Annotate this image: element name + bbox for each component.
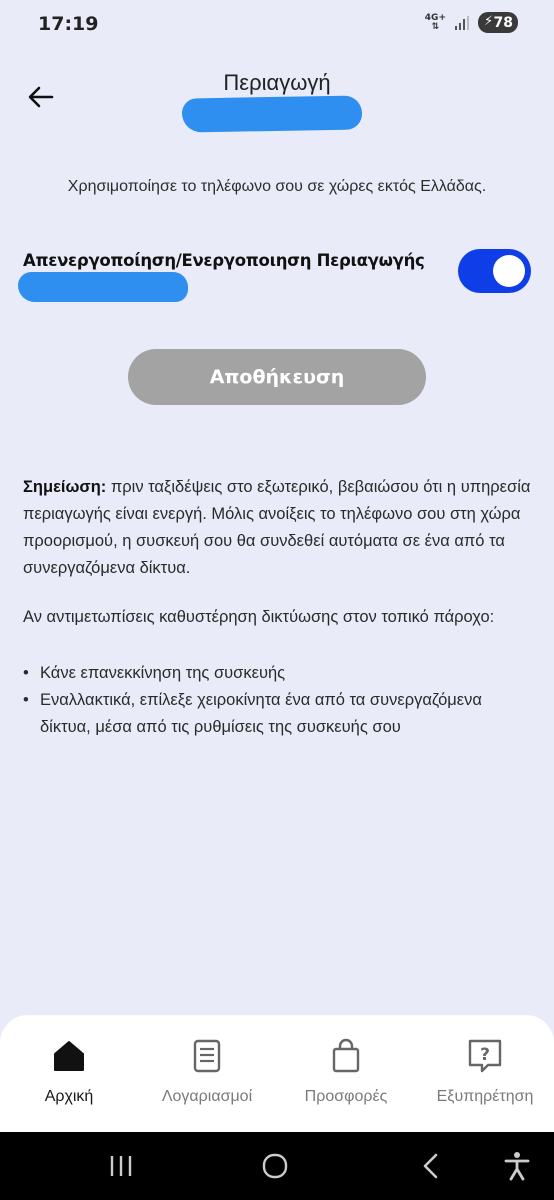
network-type-icon: 4G+ ⇅ (424, 12, 446, 32)
charging-icon: ⚡ (484, 14, 494, 29)
header (0, 62, 554, 122)
note-paragraph (23, 474, 533, 582)
bill-icon (188, 1037, 226, 1075)
nav-item-bills[interactable] (138, 1015, 276, 1133)
note-text: πριν ταξιδέψεις στο εξωτερικό, βεβαιώσου ότι η υπηρεσία περιαγωγής είναι ενεργή. Μόλις ανοίξεις το τηλέφωνο σου στη χώρα προορισμού, η συσκευή σου θα συνδεθεί αυτόματα σε ένα από τα συνεργαζόμενα δίκτυα. (23, 478, 531, 577)
nav-label: Προσφορές (304, 1088, 388, 1105)
nav-label: Αρχική (44, 1088, 94, 1105)
list-item (23, 687, 533, 741)
system-home-button[interactable] (258, 1150, 292, 1182)
shopping-bag-icon (327, 1037, 365, 1075)
save-button[interactable]: Αποθήκευση (128, 349, 426, 405)
nav-item-support[interactable] (416, 1015, 554, 1133)
system-navigation-bar (0, 1132, 554, 1200)
status-time: 17:19 (38, 13, 99, 35)
nav-label: Εξυπηρέτηση (436, 1088, 534, 1105)
list-item-text: Κάνε επανεκκίνηση της συσκευής (40, 664, 286, 682)
battery-icon (478, 12, 518, 33)
bullet-icon: • (23, 691, 29, 709)
accessibility-button[interactable] (500, 1150, 534, 1182)
svg-text:?: ? (480, 1045, 490, 1065)
nav-item-home[interactable] (0, 1015, 138, 1133)
recent-apps-button[interactable] (104, 1150, 138, 1182)
page-title: Περιαγωγή (223, 70, 331, 95)
system-back-button[interactable] (414, 1150, 448, 1182)
provider-issue-text: Αν αντιμετωπίσεις καθυστέρηση δικτύωσης στον τοπικό πάροχο: (23, 608, 495, 626)
note-label: Σημείωση: (23, 478, 107, 496)
recent-apps-icon (104, 1150, 138, 1182)
status-bar (0, 0, 554, 50)
network-type-label: 4G+ (424, 12, 446, 23)
home-circle-icon (258, 1150, 292, 1182)
redaction-mark (18, 272, 188, 302)
help-icon (466, 1037, 504, 1075)
nav-label: Λογαριασμοί (161, 1088, 253, 1105)
roaming-toggle[interactable] (458, 249, 531, 293)
home-icon (50, 1037, 88, 1075)
roaming-toggle-label: Απενεργοποίηση/Ενεργοποιηση Περιαγωγής (23, 251, 425, 270)
nav-item-offers[interactable] (277, 1015, 415, 1133)
list-item (23, 660, 533, 687)
provider-tips-list (23, 660, 533, 741)
back-chevron-icon (414, 1150, 448, 1182)
list-item-text: Εναλλακτικά, επίλεξε χειροκίνητα ένα από τα συνεργαζόμενα δίκτυα, μέσα από τις ρυθμίσεις της συσκευής σου (40, 691, 482, 736)
redaction-mark (182, 95, 363, 132)
page-subtitle: Χρησιμοποίησε το τηλέφωνο σου σε χώρες εκτός Ελλάδας. (67, 178, 487, 195)
status-icons (425, 12, 518, 33)
signal-icon (454, 15, 470, 31)
bottom-navigation (0, 1015, 554, 1133)
bullet-icon: • (23, 664, 29, 682)
accessibility-icon (500, 1150, 534, 1182)
battery-level: 78 (493, 14, 513, 31)
toggle-knob (493, 255, 525, 287)
